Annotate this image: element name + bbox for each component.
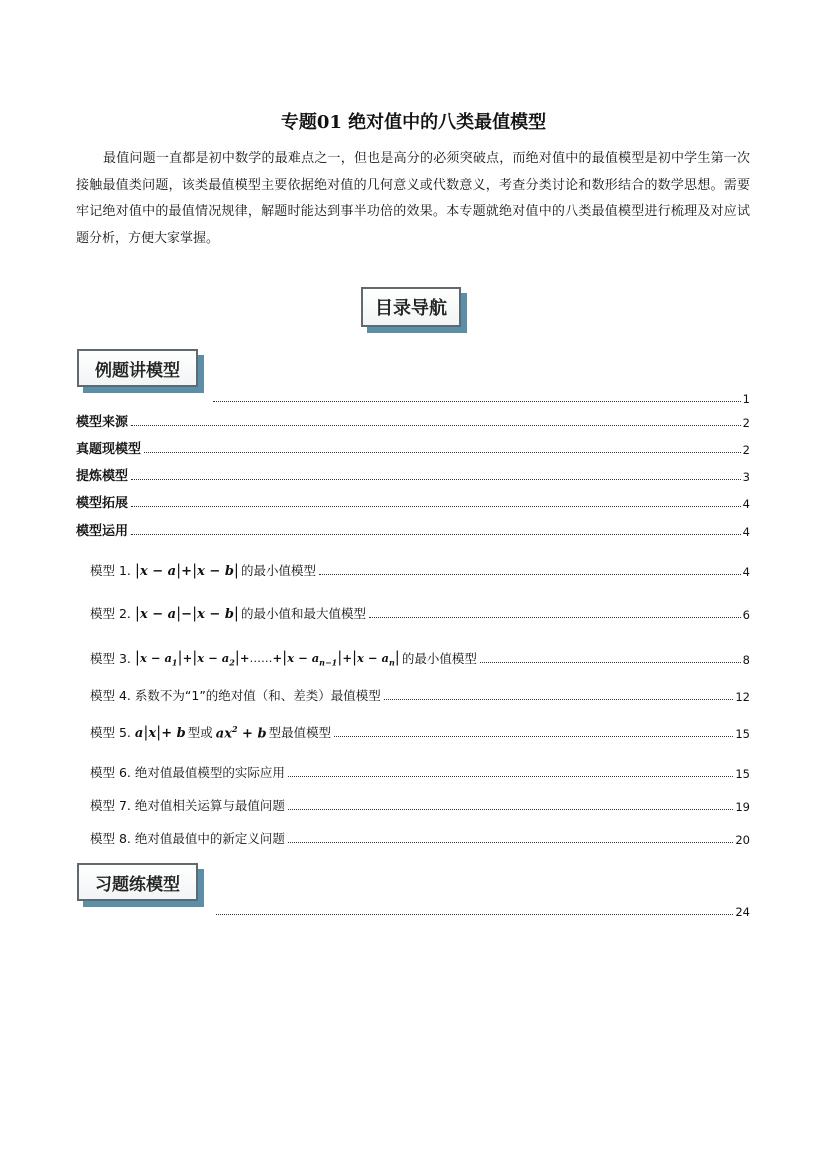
toc-entry-model-6[interactable] <box>90 763 750 781</box>
toc-entry-model-2[interactable] <box>90 600 750 622</box>
intro-paragraph: 最值问题一直都是初中数学的最难点之一，但也是高分的必须突破点，而绝对值中的最值模型是初中学生第一次接触最值类问题，该类最值模型主要依据绝对值的几何意义或代数意义，考查分类讨论和数形结合的数学思想。需要牢记绝对值中的最值情况规律，解题时能达到事半功倍的效果。本专题就绝对值中的八类最值模型进行梳理及对应试题分析，方便大家掌握。 <box>76 151 750 246</box>
toc-page-number: 2 <box>742 443 750 457</box>
formula: |x − a|−|x − b| <box>134 604 239 622</box>
leader-dots <box>216 913 733 915</box>
toc-page-number: 20 <box>735 833 750 847</box>
toc-entry-real-questions[interactable] <box>76 439 750 457</box>
toc-label: 模型来源 <box>76 415 129 430</box>
toc-page-number: 4 <box>742 497 750 511</box>
leader-dots <box>288 775 733 777</box>
toc-entry-model-extension[interactable] <box>76 493 750 511</box>
toc-label-suffix: 系数不为“1”的绝对值（和、差类）最值模型 <box>134 688 381 703</box>
toc-page-number: 1 <box>742 392 750 406</box>
leader-dots <box>334 735 733 737</box>
toc-label: 模型 4. <box>90 688 131 703</box>
toc-label: 模型 5. <box>90 725 131 740</box>
example-section-heading: 例题讲模型 <box>77 349 198 387</box>
toc-entry-model-1[interactable] <box>90 557 750 579</box>
toc-label: 模型 2. <box>90 606 131 621</box>
toc-label: 模型 1. <box>90 563 131 578</box>
leader-dots <box>131 505 741 507</box>
formula: $|x - a_1|+|x$ − $a_2|+\dots\dots+|x - a_{n-1}|+|x - a_n|$ <box>134 647 400 667</box>
toc-page-number: 15 <box>735 767 750 781</box>
toc-label-suffix: 型最值模型 <box>268 725 332 740</box>
toc-label: 模型 3. <box>90 651 131 666</box>
leader-dots <box>319 573 741 575</box>
toc-label: 模型 7. <box>90 798 131 813</box>
toc-page-number: 2 <box>742 416 750 430</box>
toc-entry-model-8[interactable] <box>90 829 750 847</box>
leader-dots <box>369 616 741 618</box>
formula: a|x|+ b <box>134 723 186 741</box>
toc-page-number: 8 <box>742 653 750 667</box>
toc-entry-model-3[interactable] <box>90 645 750 667</box>
formula: $ax^2 + b$ <box>215 723 267 741</box>
toc-label-mid: 型或 <box>187 725 213 740</box>
nav-heading: 目录导航 <box>361 287 461 327</box>
toc-label: 模型 8. <box>90 831 131 846</box>
toc-label: 模型运用 <box>76 524 129 539</box>
toc-label: 模型 6. <box>90 765 131 780</box>
toc-page-number: 6 <box>742 608 750 622</box>
formula: |x − a|+|x − b| <box>134 561 239 579</box>
toc-page-number: 12 <box>735 690 750 704</box>
leader-dots <box>144 451 741 453</box>
toc-page-number: 24 <box>735 905 750 919</box>
toc-page-number: 4 <box>742 525 750 539</box>
toc-label: 真题现模型 <box>76 442 142 457</box>
toc-entry-exercise[interactable] <box>213 901 750 919</box>
leader-dots <box>288 808 733 810</box>
toc-label-suffix: 绝对值最值模型的实际应用 <box>134 765 285 780</box>
toc-entry-model-source[interactable] <box>76 412 750 430</box>
leader-dots <box>131 424 741 426</box>
leader-dots <box>480 661 741 663</box>
toc-page-number: 3 <box>742 470 750 484</box>
leader-dots <box>288 841 733 843</box>
toc-page-number: 15 <box>735 727 750 741</box>
toc-label-suffix: 绝对值最值中的新定义问题 <box>134 831 285 846</box>
toc-entry-model-5[interactable] <box>90 721 750 741</box>
leader-dots <box>131 478 741 480</box>
exercise-section-heading: 习题练模型 <box>77 863 198 901</box>
toc-label-suffix: 绝对值相关运算与最值问题 <box>134 798 285 813</box>
toc-label-suffix: 的最小值模型 <box>401 651 477 666</box>
toc-label-suffix: 的最小值模型 <box>240 563 316 578</box>
page-title: 专题01 绝对值中的八类最值模型 <box>280 112 547 133</box>
toc-label-suffix: 的最小值和最大值模型 <box>240 606 366 621</box>
leader-dots <box>384 698 734 700</box>
toc-entry-model-7[interactable] <box>90 796 750 814</box>
toc-page-number: 19 <box>735 800 750 814</box>
toc-entry-model-application[interactable] <box>76 521 750 539</box>
leader-dots <box>213 400 741 402</box>
toc-entry-model-4[interactable] <box>90 686 750 704</box>
toc-entry-refine-model[interactable] <box>76 466 750 484</box>
leader-dots <box>131 533 741 535</box>
toc-label: 提炼模型 <box>76 469 129 484</box>
toc-entry-example[interactable] <box>210 388 750 406</box>
toc-label: 模型拓展 <box>76 496 129 511</box>
toc-page-number: 4 <box>742 565 750 579</box>
